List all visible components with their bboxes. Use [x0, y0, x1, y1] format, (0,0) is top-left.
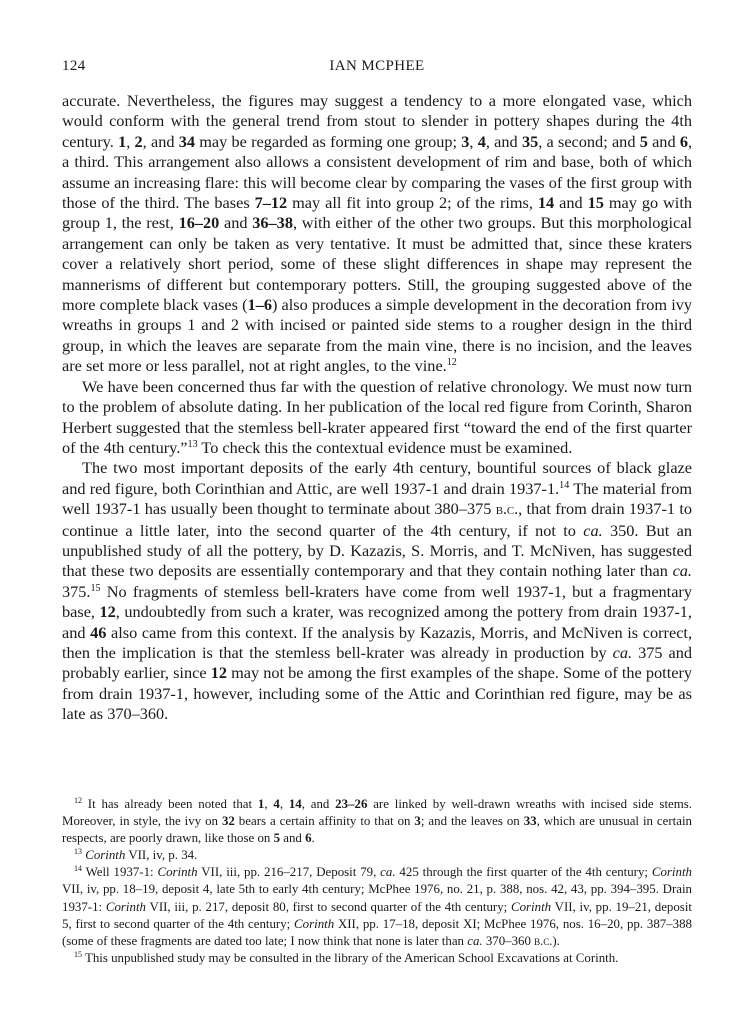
footnote-marker: 14: [559, 479, 570, 491]
footnote-marker: 13: [187, 438, 198, 450]
catalog-number-ref: 3: [414, 814, 421, 829]
footnote-15: $^{15}$ This unpublished study may be consulted in the library of the American School Excavations at Corinth.: [74, 950, 619, 965]
footnote-marker: 12: [74, 796, 82, 806]
italic-text: ca.: [467, 933, 483, 948]
italic-text: ca.: [583, 520, 603, 540]
catalog-number-ref: 12: [99, 602, 116, 622]
catalog-number-ref: 23–26: [335, 797, 368, 811]
small-caps-text: b.c.: [495, 501, 519, 519]
catalog-number-ref: 1–6: [247, 295, 272, 315]
catalog-number-ref: 16–20: [178, 213, 220, 233]
italic-text: Corinth: [294, 916, 335, 931]
catalog-number-ref: 46: [90, 622, 107, 642]
catalog-number-ref: 35: [521, 131, 539, 151]
italic-text: Corinth: [105, 899, 146, 914]
paragraph: The two most important deposits of the early 4th century, bountiful sources of black glaze and red figure, both Corinthian and Attic, are well 1937-1 and drain 1937-1.14 The material from well 1937-1 has usually been thought to terminate about 380–375 b.c., that from drain 1937-1 to continue a little later, into the second quarter of the 4th century, if not to ca. 350. But an unpublished study of all the pottery, by D. Kazazis, S. Morris, and T. McNiven, has suggested that these two deposits are essentially contemporary and that they contain nothing later than ca. 375.15 No fragments of stemless bell-kraters have come from well 1937-1, but a fragmentary base, 12, undoubtedly from such a krater, was recognized among the pottery from drain 1937-1, and 46 also came from this context. If the analysis by Kazazis, Morris, and McNiven is correct, then the implication is that the stemless bell-krater was already in production by ca. 375 and probably earlier, since 12 may not be among the first examples of the shape. Some of the pottery from drain 1937-1, however, including some of the Attic and Corinthian red figure, may be as late as 370–360.: [62, 458, 693, 724]
footnote-marker: 15: [90, 582, 101, 594]
footnote-marker: 12: [446, 357, 457, 369]
footnote-marker: 15: [74, 950, 82, 960]
catalog-number-ref: 6: [679, 131, 688, 151]
catalog-number-ref: 3: [461, 131, 470, 151]
catalog-number-ref: 5: [273, 831, 281, 846]
catalog-number-ref: 6: [305, 831, 312, 846]
catalog-number-ref: 32: [221, 814, 235, 829]
italic-text: Corinth: [157, 865, 198, 880]
footnote-14: $^{14}$ Well 1937-1: Corinth VII, iii, pp. 216–217, Deposit 79, ca. 425 through the first quarter of the 4th century; Corinth VII, iv, pp. 18–19, deposit 4, late 5th to early 4th century; McPhee 1976, no. 21, p. 388, nos. 42, 43, pp. 394–395. Drain 1937-1: Corinth VII, iii, p. 217, deposit 80, first to second quarter of the 4th century; Corinth VII, iv, pp. 19–21, deposit 5, first to second quarter of the 4th century; Corinth XII, pp. 17–18, deposit XI; McPhee 1976, nos. 16–20, pp. 387–388 (some of these fragments are dated too late; I now think that none is later than ca. 370–360 b.c.).: [62, 864, 692, 948]
main-text: [62, 91, 692, 725]
catalog-number-ref: 4: [273, 797, 280, 811]
catalog-number-ref: 1: [118, 131, 127, 151]
catalog-number-ref: 4: [477, 131, 486, 151]
paragraph: accurate. Nevertheless, the figures may suggest a tendency to a more elongated vase, which would conform with the general trend from stout to slender in pottery shapes during the 4th century. 1, 2, and 34 may be regarded as forming one group; 3, 4, and 35, a second; and 5 and 6, a third. This arrangement also allows a consistent development of rim and base, both of which assume an increasing flare: this will become clear by comparing the vases of the first group with those of the third. The bases 7–12 may all fit into group 2; of the rims, 14 and 15 may go with group 1, the rest, 16–20 and 36–38, with either of the other two groups. But this morphological arrangement can only be taken as very tentative. It must be admitted that, since these kraters cover a relatively short period, some of these slight differences in shape may represent the mannerisms of different but contemporary potters. Still, the grouping suggested above of the more complete black vases (1–6) also produces a simple development in the decoration from ivy wreaths in groups 1 and 2 with incised or painted side stems to a rougher design in the third group, in which the leaves are separate from the main vine, there is no incision, and the leaves are set more or less parallel, not at right angles, to the vine.$^{12}$: [62, 91, 693, 376]
footnote-13: $^{13}$ Corinth VII, iv, p. 34.: [74, 847, 198, 863]
catalog-number-ref: 15: [587, 193, 604, 213]
page-header: [62, 58, 692, 80]
catalog-number-ref: 12: [210, 663, 227, 683]
catalog-number-ref: 14: [288, 797, 302, 811]
italic-text: ca.: [380, 865, 396, 880]
footnote-marker: 13: [74, 847, 82, 857]
footnotes: [62, 796, 692, 967]
italic-text: Corinth: [651, 865, 692, 880]
catalog-number-ref: 2: [134, 131, 143, 151]
paragraph: We have been concerned thus far with the question of relative chronology. We must now turn to the problem of absolute dating. In her publication of the local red figure from Corinth, Sharon Herbert suggested that the stemless bell-krater appeared first “toward the end of the first quarter of the 4th century.”$^{13}$ To check this the contextual evidence must be examined.: [62, 376, 692, 457]
catalog-number-ref: 14: [537, 193, 555, 213]
running-head: IAN MCPHEE: [329, 58, 425, 74]
page: [62, 0, 692, 1024]
small-caps-text: b.c.: [534, 933, 553, 948]
catalog-number-ref: 36–38: [252, 213, 293, 233]
footnote-12: $^{12}$ It has already been noted that 1, 4, 14, and 23–26 are linked by well-drawn wreaths with incised side stems. Moreover, in style, the ivy on 32 bears a certain affinity to that on 3; and the leaves on 33, which are unusual in certain respects, are poorly drawn, like those on 5 and 6.: [62, 796, 693, 846]
footnote-marker: 14: [74, 864, 82, 874]
page-number: 124: [62, 58, 86, 74]
italic-text: Corinth: [85, 848, 126, 863]
italic-text: ca.: [672, 561, 692, 581]
italic-text: ca.: [612, 642, 633, 662]
catalog-number-ref: 1: [257, 797, 265, 811]
catalog-number-ref: 5: [639, 131, 648, 151]
italic-text: Corinth: [511, 899, 552, 914]
catalog-number-ref: 33: [523, 814, 537, 829]
catalog-number-ref: 34: [178, 131, 196, 151]
catalog-number-ref: 7–12: [254, 193, 288, 213]
